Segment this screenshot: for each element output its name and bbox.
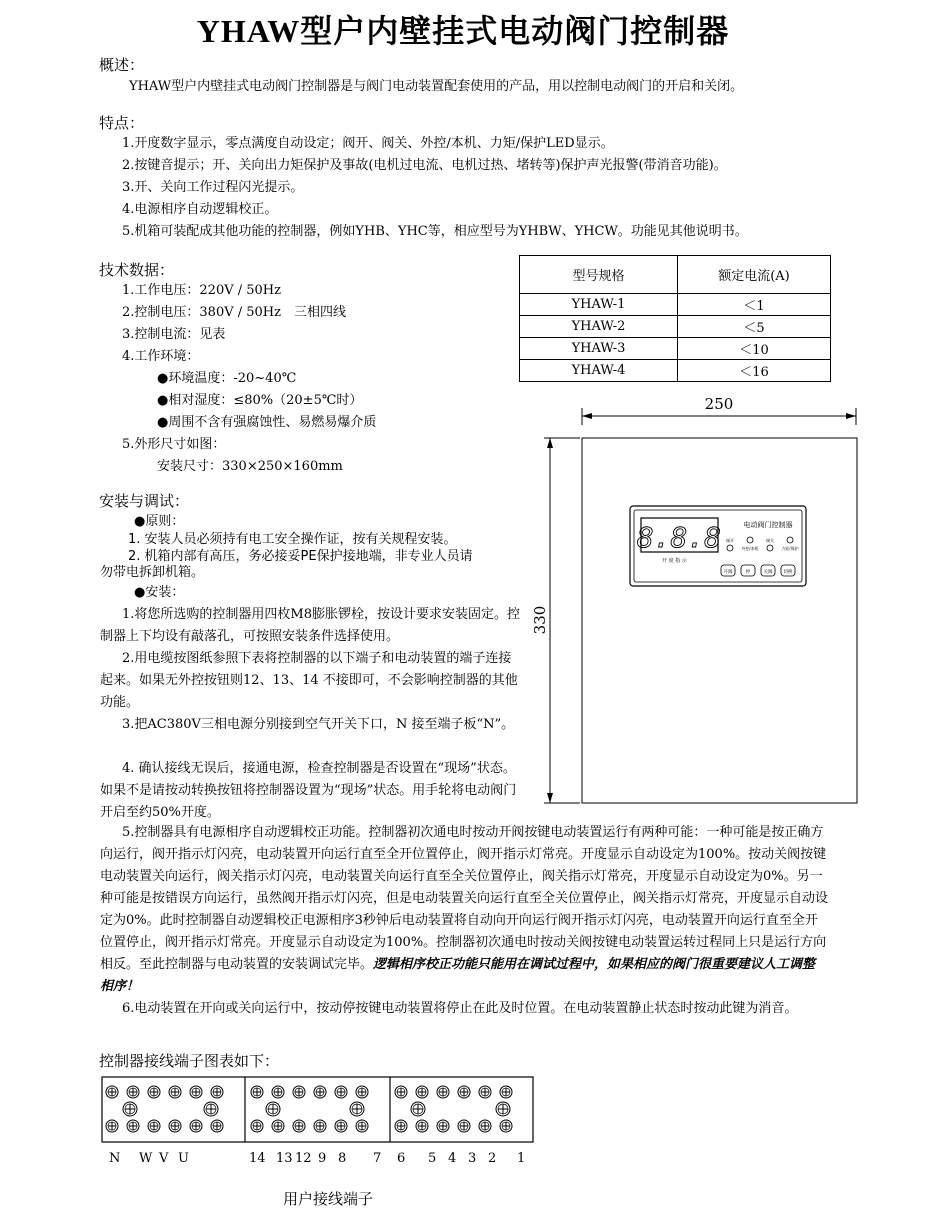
env-item: ●周围不含有强腐蚀性、易燃易爆介质 <box>157 415 377 430</box>
principle-label: ●原则： <box>134 514 185 529</box>
screw-icon <box>458 1086 470 1098</box>
display-caption: 开 度 指 示 <box>662 558 687 564</box>
screw-icon <box>190 1120 202 1132</box>
screw-icon <box>458 1120 470 1132</box>
terminal-label: 14 <box>249 1151 266 1166</box>
spec-table <box>519 255 831 382</box>
screw-icon <box>314 1120 326 1132</box>
tech-item: 5.外形尺寸如图： <box>122 437 226 452</box>
screw-icon <box>500 1120 512 1132</box>
screw-icon <box>106 1086 118 1098</box>
tech-item: 3.控制电流：见表 <box>122 327 226 342</box>
led-label: 外控/本机 <box>741 546 759 551</box>
screw-icon <box>479 1086 491 1098</box>
install-size: 安装尺寸：330×250×160mm <box>157 459 343 474</box>
terminal-label: 12 <box>295 1151 312 1166</box>
led-icon <box>747 537 753 543</box>
height-label: 330 <box>531 605 549 635</box>
screw-icon <box>293 1086 305 1098</box>
install-step-5 <box>100 822 828 998</box>
screw-icon <box>123 1102 137 1116</box>
screw-icon <box>411 1102 425 1116</box>
screw-icon <box>148 1120 160 1132</box>
install-step-6: 6.电动装置在开向或关向运行中，按动停按键电动装置将停止在此及时位置。在电动装置静止状态时按动此键为消音。 <box>122 1001 798 1016</box>
spec-current: ＜5 <box>678 316 831 338</box>
spec-model: YHAW-1 <box>520 294 678 316</box>
feature-item: 3.开、关向工作过程闪光提示。 <box>122 180 304 195</box>
install-step-2: 2.用电缆按图纸参照下表将控制器的以下端子和电动装置的端子连接起来。如果无外控按钮则12、13、14 不接即可，不会影响控制器的其他功能。 <box>100 651 518 710</box>
screw-icon <box>335 1086 347 1098</box>
screw-icon <box>127 1086 139 1098</box>
spec-current: ＜1 <box>678 294 831 316</box>
overview-text: YHAW型户内壁挂式电动阀门控制器是与阀门电动装置配套使用的产品，用以控制电动阀门的开启和关闭。 <box>129 79 744 94</box>
screw-icon <box>204 1102 218 1116</box>
screw-icon <box>356 1086 368 1098</box>
terminal-heading: 控制器接线端子图表如下： <box>99 1052 280 1070</box>
terminal-label: U <box>178 1151 189 1166</box>
screw-icon <box>496 1102 510 1116</box>
spec-header: 额定电流(A) <box>678 256 831 294</box>
screw-icon <box>272 1120 284 1132</box>
panel-button-label: 关阀 <box>763 570 773 575</box>
terminal-label: 8 <box>338 1151 347 1166</box>
spec-model: YHAW-3 <box>520 338 678 360</box>
terminal-label: 3 <box>468 1151 477 1166</box>
terminal-label: 13 <box>276 1151 293 1166</box>
spec-model: YHAW-2 <box>520 316 678 338</box>
install-step-3: 3.把AC380V三相电源分别接到空气开关下口，N 接至端子板“N”。 <box>122 717 515 732</box>
features-heading: 特点： <box>99 114 145 132</box>
terminal-label: N <box>109 1151 121 1166</box>
install-step-5-text: 5.控制器具有电源相序自动逻辑校正功能。控制器初次通电时按动开阀按键电动装置运行有两种可能：一种可能是按正确方向运行，阀开指示灯闪亮，电动装置开向运行直至全开位置停止，阀开指示灯常亮。开度显示自动设定为100%。按动关阀按键电动装置关向运行，阀关指示灯闪亮，电动装置关向运行直至全关位置停止，阀关指示灯常亮，开度显示自动设定为0%。另一种可能是按错误方向运行，虽然阀开指示灯闪亮，但是电动装置关向运行直至全关位置停止，阀关指示灯常亮，开度显示自动设定为0%。此时控制器自动逻辑校正电源相序3秒钟后电动装置将自动向开向运行阀开指示灯闪亮，电动装置开向运行直至全开位置停止，阀开指示灯常亮。开度显示自动设定为100%。控制器初次通电时按动关阀按键电动装置运转过程同上只是运行方向相反。至此控制器与电动装置的安装调试完毕。 <box>100 825 829 972</box>
dimension-drawing <box>531 390 865 810</box>
features-list <box>122 133 748 243</box>
led-icon <box>727 545 733 551</box>
screw-icon <box>416 1120 428 1132</box>
screw-icon <box>335 1120 347 1132</box>
terminal-label: 9 <box>318 1151 327 1166</box>
panel-button-label: 开阀 <box>723 570 733 575</box>
led-icon <box>767 545 773 551</box>
screw-icon <box>395 1086 407 1098</box>
screw-icon <box>190 1086 202 1098</box>
overview-heading: 概述： <box>99 56 145 74</box>
principle-2-cont: 勿带电拆卸机箱。 <box>100 565 205 580</box>
screw-icon <box>251 1086 263 1098</box>
feature-item: 5.机箱可装配成其他功能的控制器，例如YHB、YHC等，相应型号为YHBW、YHCW。功能见其他说明书。 <box>122 224 748 239</box>
led-icon <box>787 537 793 543</box>
feature-item: 2.按键音提示；开、关向出力矩保护及事故(电机过电流、电机过热、堵转等)保护声光报警(带消音功能)。 <box>122 158 727 173</box>
screw-icon <box>272 1086 284 1098</box>
led-label: 阀关 <box>766 538 774 543</box>
feature-item: 4.电源相序自动逻辑校正。 <box>122 202 278 217</box>
tech-heading: 技术数据： <box>99 261 175 279</box>
terminal-label: 5 <box>428 1151 437 1166</box>
terminal-label: W <box>139 1151 153 1166</box>
install-step-1: 1.将您所选购的控制器用四枚M8膨胀锣栓，按设计要求安装固定。控制器上下均设有敲落孔，可按照安装条件选择使用。 <box>100 607 520 644</box>
spec-model: YHAW-4 <box>520 360 678 382</box>
tech-list <box>122 280 376 478</box>
screw-icon <box>350 1102 364 1116</box>
screw-icon <box>127 1120 139 1132</box>
led-label: 力矩/保护 <box>781 546 799 551</box>
install-heading: 安装与调试： <box>99 492 190 510</box>
tech-item: 2.控制电压：380V / 50Hz 三相四线 <box>122 305 346 320</box>
spec-current: ＜10 <box>678 338 831 360</box>
tech-item: 1.工作电压：220V / 50Hz <box>122 283 281 298</box>
tech-item: 4.工作环境： <box>122 349 200 364</box>
terminal-label: 4 <box>448 1151 457 1166</box>
panel-button-label: 切换 <box>783 570 793 575</box>
terminal-label: 6 <box>397 1151 406 1166</box>
screw-icon <box>437 1086 449 1098</box>
control-panel <box>630 506 806 586</box>
terminal-label: 7 <box>373 1151 382 1166</box>
screw-icon <box>314 1086 326 1098</box>
seven-segment-display: 8.8.8 <box>636 521 722 554</box>
install-label: ●安装： <box>134 585 185 600</box>
terminal-label: 2 <box>488 1151 497 1166</box>
screw-icon <box>479 1120 491 1132</box>
screw-icon <box>416 1086 428 1098</box>
spec-current: ＜16 <box>678 360 831 382</box>
width-label: 250 <box>704 395 734 413</box>
led-label: 阀开 <box>726 538 734 543</box>
spec-header: 型号规格 <box>520 256 678 294</box>
screw-icon <box>395 1120 407 1132</box>
principle-2: 2. 机箱内部有高压，务必接妥PE保护接地端，非专业人员请 <box>128 549 473 564</box>
terminal-label: V <box>159 1151 169 1166</box>
install-step-5-note: 逻辑相序校正功能只能用在调试过程中，如果相应的阀门很重要建议人工调整相序！ <box>100 957 816 994</box>
screw-icon <box>293 1120 305 1132</box>
screw-icon <box>211 1086 223 1098</box>
install-step-4: 4. 确认接线无误后，接通电源，检查控制器是否设置在“现场”状态。如果不是请按动转换按钮将控制器设置为“现场”状态。用手轮将电动阀门开启至约50%开度。 <box>100 761 517 820</box>
screw-icon <box>211 1120 223 1132</box>
screw-icon <box>148 1086 160 1098</box>
terminal-screws <box>106 1086 512 1132</box>
principle-1: 1. 安装人员必须持有电工安全操作证，按有关规程安装。 <box>128 532 457 547</box>
screw-icon <box>106 1120 118 1132</box>
env-item: ●相对湿度：≤80%（20±5℃时） <box>157 393 363 408</box>
screw-icon <box>266 1102 280 1116</box>
terminal-caption: 用户接线端子 <box>283 1190 374 1208</box>
screw-icon <box>500 1086 512 1098</box>
screw-icon <box>169 1086 181 1098</box>
screw-icon <box>251 1120 263 1132</box>
terminal-labels <box>100 1148 536 1168</box>
panel-title: 电动阀门控制器 <box>743 521 793 529</box>
env-item: ●环境温度：-20~40℃ <box>157 371 297 386</box>
panel-button-label: 停 <box>745 570 751 575</box>
page-title: YHAW型户内壁挂式电动阀门控制器 <box>196 13 730 49</box>
feature-item: 1.开度数字显示，零点满度自动设定；阀开、阀关、外控/本机、力矩/保护LED显示。 <box>122 136 614 151</box>
terminal-diagram <box>100 1075 536 1145</box>
screw-icon <box>437 1120 449 1132</box>
screw-icon <box>356 1120 368 1132</box>
terminal-label: 1 <box>517 1151 526 1166</box>
screw-icon <box>169 1120 181 1132</box>
